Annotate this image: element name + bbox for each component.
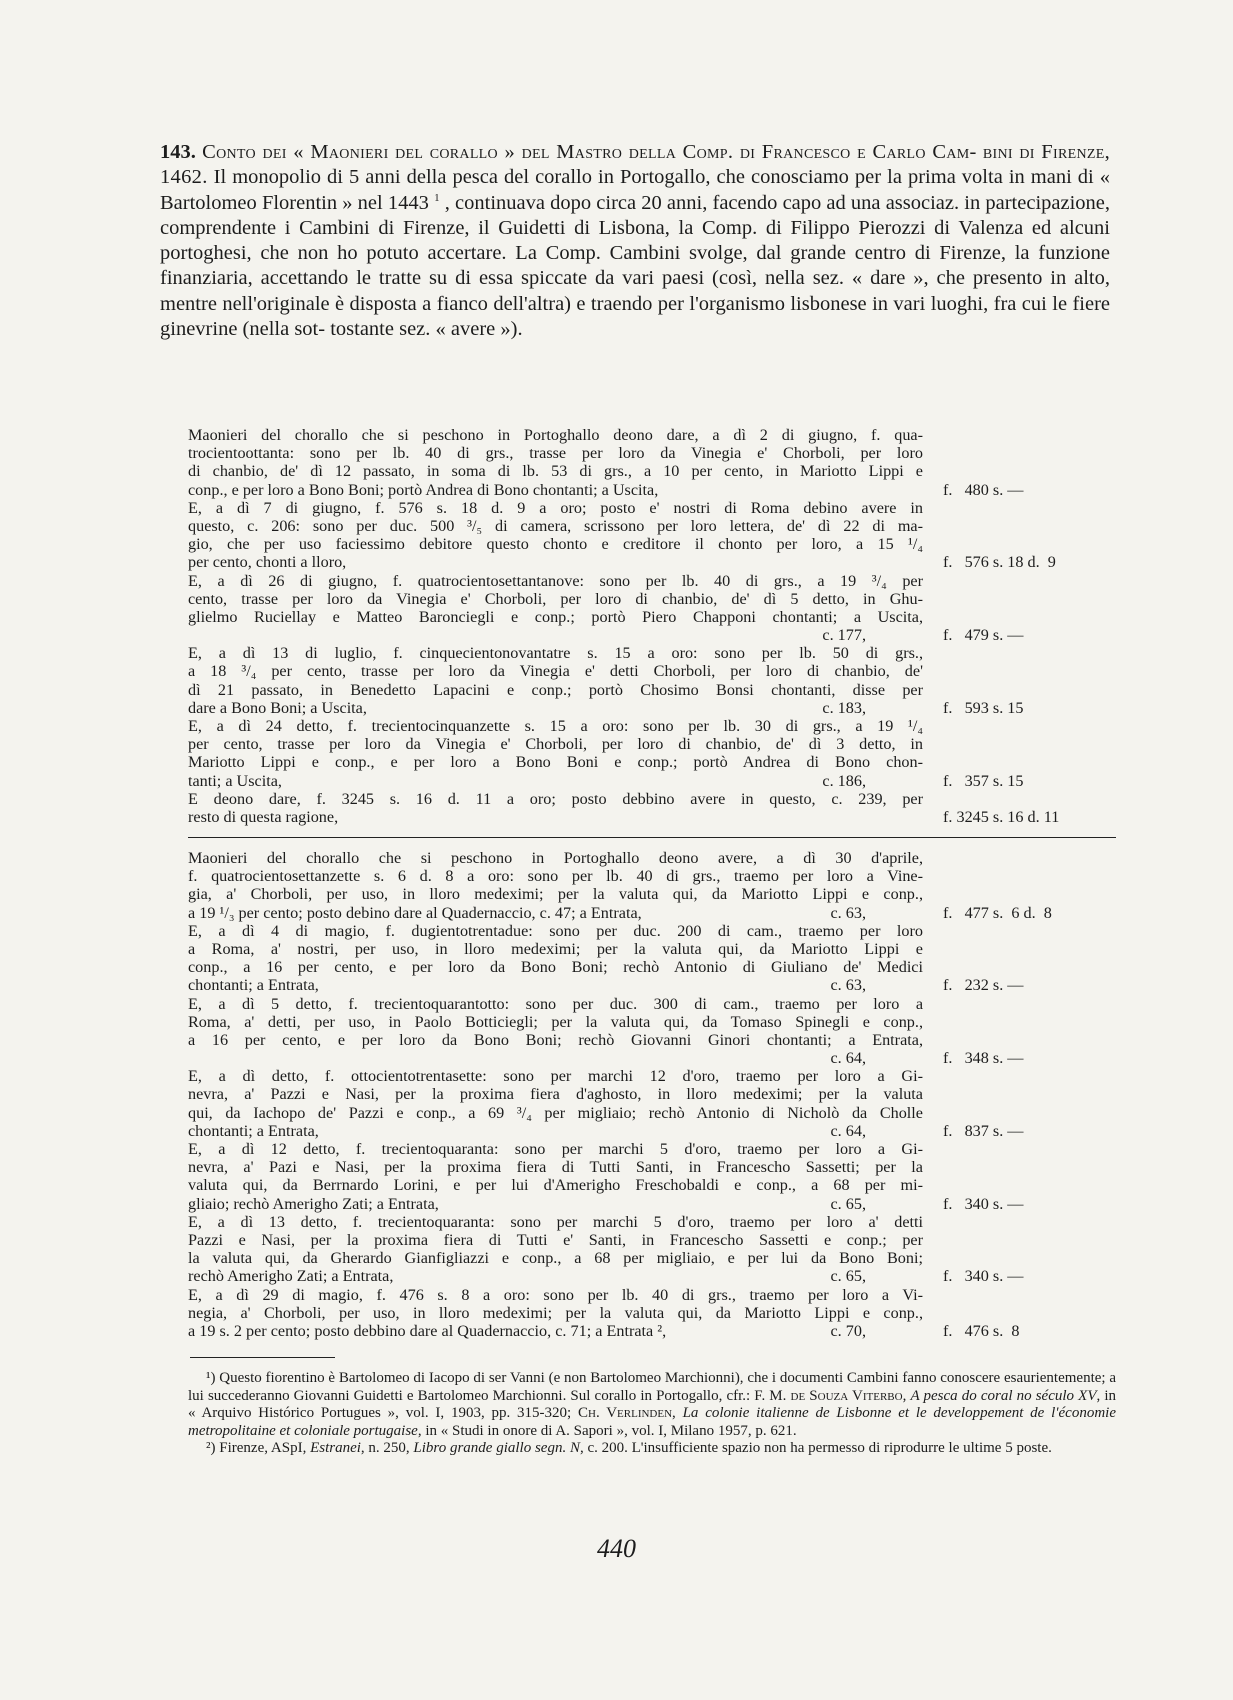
ledger-line (188, 699, 1116, 717)
ledger-text: per cento, trasse per loro da Vinegia e' Chorboli, per loro di chanbio, de' dì 3 detto, in (188, 735, 923, 754)
ledger-text: a 19 ¹/₃ per cento; posto debino dare al Quadernaccio, c. 47; a Entrata, (188, 903, 642, 922)
ledger-text: E, a dì 7 di giugno, f. 576 s. 18 d. 9 a oro; posto e' nostri di Roma debino avere in (188, 498, 923, 517)
ledger-text: a 19 s. 2 per cento; posto debbino dare al Quadernaccio, c. 71; a Entrata ², (188, 1321, 667, 1340)
footnote-text: de Souza Viterbo (790, 1387, 903, 1404)
heading-text: , continuava dopo circa 20 anni, facendo (444, 191, 778, 214)
ledger-line (188, 753, 1116, 771)
footnote-rule (190, 1357, 335, 1358)
footnote (188, 1370, 1116, 1440)
ledger-line (188, 590, 1116, 608)
avere-section (188, 849, 1116, 1340)
ledger-entry (188, 922, 1116, 995)
ledger-text: E, a dì detto, f. ottocientotrentasette: sono per marchi 12 d'oro, traemo per loro a Gi- (188, 1067, 923, 1086)
ledger-ref: c. 70, (830, 1321, 866, 1340)
footnote-text: , (672, 1405, 683, 1422)
ledger-line (188, 626, 1116, 644)
ledger-amount: f. 837 s. — (943, 1121, 1024, 1140)
heading-text: spiccate da vari paesi (così, nella sez. « dare », che presento in alto, mentre nell'originale è disposta a (160, 267, 1111, 315)
ledger-line (188, 1122, 1116, 1140)
heading-text: Cambini svolge, dal grande centro di Firenze, la funzione finanziaria, accettando le tratte su di essa (160, 242, 1110, 290)
ledger-text: valuta qui, da Berrnardo Lorini, e per lui d'Amerigho Freschobaldi e conp., a 68 per mi- (188, 1176, 923, 1195)
ledger-line (188, 644, 1116, 662)
ledger-entry (188, 1140, 1116, 1213)
ledger-text: nevra, a' Pazzi e Nasi, per la proxima fiera d'aghosto, in lloro medeximi; per la valuta (188, 1085, 923, 1104)
ledger-line (188, 1049, 1116, 1067)
ledger-text: gliaio; rechò Amerigho Zati; a Entrata, (188, 1194, 439, 1213)
ledger-amount: f. 3245 s. 16 d. 11 (943, 807, 1060, 826)
ledger-text: qui, da Iachopo de' Pazzi e conp., a 69 ³/₄ per migliaio; rechò Antonio di Nicholò da Cholle (188, 1103, 923, 1122)
ledger-text: E, a dì 4 di magio, f. dugientotrentadue: sono per duc. 200 di cam., traemo per loro (188, 921, 923, 940)
ledger-line (188, 608, 1116, 626)
footnote-text: , in « Studi in onore di A. Sapori », vol. I, Milano 1957, p. 621. (417, 1422, 797, 1439)
ledger-ref: c. 64, (830, 1049, 866, 1068)
ledger-line (188, 717, 1116, 735)
footnote (188, 1440, 1116, 1458)
ledger-line (188, 772, 1116, 790)
footnote-text: , in « Arquivo Histórico Portugues », vol. I, 1903, pp. 315-320; (188, 1387, 1117, 1422)
ledger-ref: c. 63, (830, 976, 866, 995)
ledger-line (188, 1213, 1116, 1231)
footnote-text: Questo fiorentino è Bartolomeo di Iacopo di ser Vanni (e non Bartolomeo Marchionni), che i documenti Cambini fanno conoscere esaurientemente; a lui succederanno Giovanni Guidetti e Bartolomeo Marchionni. Sul corallo in Portogallo, cfr.: F. M. (188, 1370, 1116, 1404)
ledger-text: Maonieri del chorallo che si peschono in Portoghallo deono avere, a dì 30 d'aprile, (188, 849, 923, 867)
entry-title-cont: bini di Firenze, 1462. (160, 141, 1110, 189)
ledger-line (188, 958, 1116, 976)
footnotes (188, 1370, 1116, 1458)
ledger-text: E, a dì 12 detto, f. trecientoquaranta: sono per marchi 5 d'oro, traemo per loro a Gi- (188, 1140, 923, 1158)
ledger-entry (188, 572, 1116, 645)
ledger-entry (188, 499, 1116, 572)
ledger-text: per cento, chonti a lloro, (188, 553, 347, 572)
dare-section (188, 426, 1116, 826)
ledger-line (188, 444, 1116, 462)
ledger-line (188, 1304, 1116, 1322)
ledger-entry (188, 1286, 1116, 1341)
ledger-text: dare a Bono Boni; a Uscita, (188, 698, 367, 717)
ledger-amount: f. 357 s. 15 (943, 771, 1024, 790)
ledger-text: E, a dì 5 detto, f. trecientoquarantotto: sono per duc. 300 di cam., traemo per loro a (188, 994, 923, 1013)
ledger-text: la valuta qui, da Gherardo Gianfigliazzi e conp., a 68 per migliaio, e per lui da Bono Boni; (188, 1249, 923, 1268)
ledger-amount: f. 480 s. — (943, 480, 1024, 499)
ledger-text: chontanti; a Entrata, (188, 976, 319, 995)
ledger-text: di chanbio, de' dì 12 passato, in soma di lb. 53 di grs., a 10 per cento, in Mariotto Lippi e (188, 462, 923, 481)
ledger-entry (188, 790, 1116, 826)
ledger-text: E, a dì 26 di giugno, f. quatrocientosettantanove: sono per lb. 40 di grs., a 19 ³/₄ per (188, 571, 923, 590)
ledger-text: E, a dì 13 di luglio, f. cinquecientonovantatre s. 15 a oro: sono per lb. 50 di grs., (188, 644, 923, 663)
ledger-line (188, 867, 1116, 885)
ledger-line (188, 426, 1116, 444)
footnote-text: Firenze, ASpI, (219, 1440, 311, 1457)
footnote-ref: 1 (434, 191, 440, 204)
ledger-text: E, a dì 13 detto, f. trecientoquaranta: sono per marchi 5 d'oro, traemo per loro a' detti (188, 1212, 923, 1231)
ledger-text: rechò Amerigho Zati; a Entrata, (188, 1267, 394, 1286)
ledger-entry (188, 426, 1116, 499)
ledger-text: nevra, a' Pazi e Nasi, per la proxima fiera di Tutti Santi, in Francescho Sassetti; per la (188, 1158, 923, 1177)
ledger-line (188, 1140, 1116, 1158)
ledger-amount: f. 340 s. — (943, 1267, 1024, 1286)
ledger-line (188, 681, 1116, 699)
ledger-text: chontanti; a Entrata, (188, 1121, 319, 1140)
ledger-amount: f. 479 s. — (943, 626, 1024, 645)
ledger-text: conp., a 16 per cento, e per loro da Bono Boni; rechò Antonio di Giuliano de' Medici (188, 958, 923, 977)
footnote-marker: ²) (206, 1440, 216, 1457)
ledger-line (188, 662, 1116, 680)
ledger-line (188, 1322, 1116, 1340)
ledger-ref: c. 177, (822, 626, 866, 645)
ledger-amount: f. 232 s. — (943, 976, 1024, 995)
ledger-ref: c. 63, (830, 903, 866, 922)
ledger-entry (188, 1067, 1116, 1140)
footnote-text: , n. 250, (360, 1440, 414, 1457)
page-number: 440 (597, 1534, 636, 1563)
ledger-text: E deono dare, f. 3245 s. 16 d. 11 a oro; posto debbino avere in questo, c. 239, per (188, 789, 923, 808)
ledger-line (188, 1267, 1116, 1285)
ledger-line (188, 849, 1116, 867)
ledger-line (188, 885, 1116, 903)
ledger-text: trocientoottanta: sono per lb. 40 di grs., trasse per loro da Vinegia e' Chorboli, per loro (188, 444, 923, 463)
footnote-marker: ¹) (206, 1370, 216, 1386)
ledger-entry (188, 995, 1116, 1068)
ledger-entry (188, 849, 1116, 922)
ledger-text: glielmo Ruciellay e Matteo Baronciegli e conp.; portò Piero Chapponi chontanti; a Uscita, (188, 607, 923, 626)
ledger-text: cento, trasse per loro da Vinegia e' Chorboli, per loro di chanbio, de' dì 5 detto, in Ghu- (188, 589, 923, 608)
ledger-line (188, 1104, 1116, 1122)
ledger-line (188, 1013, 1116, 1031)
ledger-text: f. quatrocientosettanzette s. 6 d. 8 a oro: sono per lb. 40 di grs., traemo per loro a Vine- (188, 867, 923, 886)
footnote-text: , c. 200. L'insufficiente spazio non ha permesso di riprodurre le ultime 5 poste. (579, 1440, 1052, 1457)
ledger-text: E, a dì 24 detto, f. trecientocinquanzette s. 15 a oro: sono per lb. 30 di grs., a 19 ¹/₄ (188, 717, 923, 735)
ledger-line (188, 481, 1116, 499)
ledger-ref: c. 65, (830, 1194, 866, 1213)
ledger-amount: f. 477 s. 6 d. 8 (943, 903, 1052, 922)
ledger-line (188, 553, 1116, 571)
heading-text: Il monopolio di 5 anni della pesca del corallo in Portogallo, che conosciamo per (207, 166, 882, 189)
footnote-text: La colonie italienne de Lisbonne et le developpement de l'économie metropolitaine et coloniale portugaise (188, 1405, 1116, 1439)
ledger-ref: c. 64, (830, 1121, 866, 1140)
ledger-line (188, 1249, 1116, 1267)
ledger-text: negia, a' Chorboli, per uso, in lloro medeximi; per la valuta qui, da Mariotto Lippi e conp., (188, 1303, 923, 1322)
footnote-text: Libro grande giallo segn. N (413, 1440, 580, 1457)
ledger-line (188, 535, 1116, 553)
ledger-text: a 16 per cento, e per loro da Bono Boni; rechò Giovanni Ginori chontanti; a Entrata, (188, 1030, 923, 1049)
ledger-amount: f. 593 s. 15 (943, 698, 1024, 717)
ledger-text: a 18 ³/₄ per cento, trasse per loro da Vinegia e' detti Chorboli, per loro di chanbio, de' (188, 662, 923, 681)
ledger-text: a Roma, a' nostri, per uso, in lloro medeximi; per la valuta qui, da Mariotto Lippi e (188, 939, 923, 958)
ledger-text: Maonieri del chorallo che si peschono in Portoghallo deono dare, a dì 2 di giugno, f. qua- (188, 426, 923, 444)
footnote-text: , (902, 1387, 911, 1404)
ledger-line (188, 1286, 1116, 1304)
ledger-line (188, 1085, 1116, 1103)
ledger-line (188, 1195, 1116, 1213)
ledger-line (188, 1031, 1116, 1049)
ledger-entry (188, 644, 1116, 717)
footnote-text: Estranei (310, 1440, 361, 1457)
heading-text: la prima volta in mani di « Bartolomeo Florentin » nel 1443 (160, 166, 1111, 214)
ledger-line (188, 976, 1116, 994)
heading-text: la Comp. di Filippo Pierozzi di Valenza ed alcuni portoghesi, che non ho potuto accertare. La Comp. (160, 216, 1110, 265)
ledger-entry (188, 1213, 1116, 1286)
ledger-line (188, 462, 1116, 480)
heading-text: fianco dell'altra) e traendo per l'organismo lisbonese in vari luoghi, fra cui le fiere ginevrine (nella sot- (160, 292, 1111, 341)
ledger-ref: c. 183, (822, 698, 866, 717)
ledger-entry (188, 717, 1116, 790)
ledger-text: gio, che per uso faciessimo debitore questo chonto e creditore il chonto per loro, a 15 ¹/₄ (188, 535, 923, 554)
ledger-amount: f. 476 s. 8 (943, 1321, 1020, 1340)
section-divider (188, 837, 1116, 838)
ledger-text: Mariotto Lippi e conp., e per loro a Bono Boni e conp.; portò Andrea di Bono chon- (188, 753, 923, 772)
footnote-text: Ch. Verlinden (578, 1405, 673, 1422)
ledger-text: tanti; a Uscita, (188, 771, 282, 790)
ledger-text: Roma, a' detti, per uso, in Paolo Botticiegli; per la valuta qui, da Tomaso Spinegli e conp., (188, 1012, 923, 1031)
ledger-ref: c. 65, (830, 1267, 866, 1286)
ledger-text: gia, a' Chorboli, per uso, in lloro medeximi; per la valuta qui, da Mariotto Lippi e conp., (188, 885, 923, 904)
ledger-line (188, 995, 1116, 1013)
footnote-text: A pesca do coral no século XV (910, 1387, 1097, 1404)
ledger-line (188, 808, 1116, 826)
ledger-text: E, a dì 29 di magio, f. 476 s. 8 a oro: sono per lb. 40 di grs., traemo per loro a Vi- (188, 1285, 923, 1304)
section-heading (160, 140, 1110, 342)
ledger-text: dì 21 passato, in Benedetto Lapacini e conp.; portò Chosimo Bonsi chontanti, disse per (188, 680, 923, 699)
ledger-line (188, 517, 1116, 535)
ledger-line (188, 1231, 1116, 1249)
ledger-line (188, 904, 1116, 922)
ledger-line (188, 499, 1116, 517)
ledger-line (188, 1176, 1116, 1194)
ledger-line (188, 922, 1116, 940)
ledger-line (188, 1067, 1116, 1085)
entry-number: 143. (160, 141, 196, 163)
ledger-line (188, 572, 1116, 590)
ledger-line (188, 940, 1116, 958)
ledger-text: conp., e per loro a Bono Boni; portò Andrea di Bono chontanti; a Uscita, (188, 480, 659, 499)
ledger-text: Pazzi e Nasi, per la proxima fiera di Tutti e' Santi, in Francescho Sassetti e conp.; per (188, 1230, 923, 1249)
ledger-line (188, 790, 1116, 808)
entry-title: Conto dei « Maonieri del corallo » del Mastro della Comp. di Francesco e Carlo Cam- (202, 141, 977, 163)
ledger-line (188, 735, 1116, 753)
ledger-amount: f. 348 s. — (943, 1049, 1024, 1068)
heading-text: tostante sez. « avere »). (330, 318, 523, 341)
ledger-line (188, 1158, 1116, 1176)
heading-text: capo ad una associaz. in partecipazione, comprendente i Cambini di Firenze, il Guidetti di Lisbona, (160, 191, 1111, 239)
ledger-text: questo, c. 206: sono per duc. 500 ³/₅ di camera, scrissono per loro lettera, de' dì 22 di ma- (188, 516, 923, 535)
ledger-ref: c. 186, (822, 771, 866, 790)
ledger-amount: f. 340 s. — (943, 1194, 1024, 1213)
ledger-amount: f. 576 s. 18 d. 9 (943, 553, 1056, 572)
ledger-text: resto di questa ragione, (188, 807, 339, 826)
